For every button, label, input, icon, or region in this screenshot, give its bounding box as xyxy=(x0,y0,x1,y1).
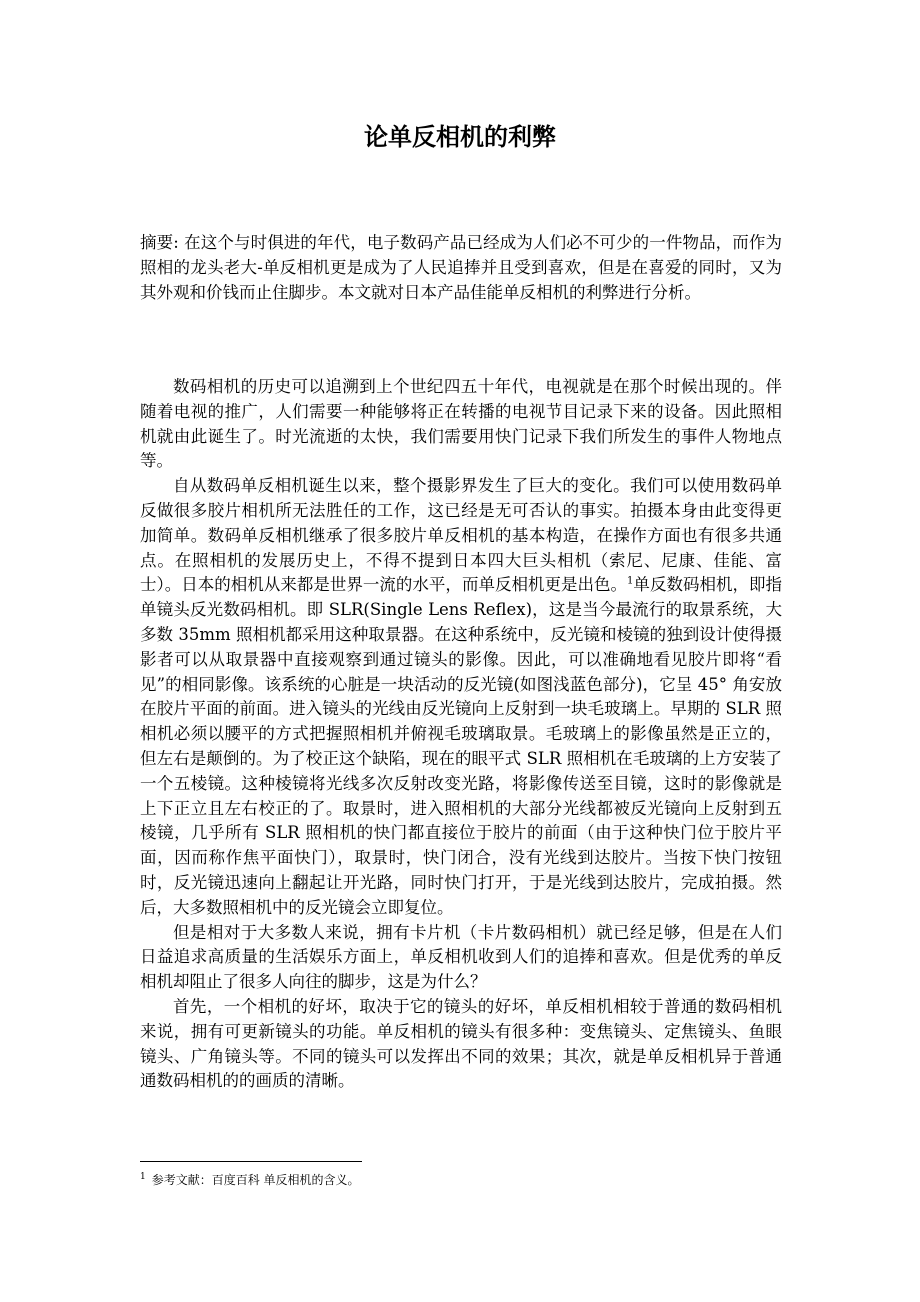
body-paragraph-3: 但是相对于大多数人来说，拥有卡片机（卡片数码相机）就已经足够，但是在人们日益追求高质量的生活娱乐方面上，单反相机收到人们的追捧和喜欢。但是优秀的单反相机却阻止了很多人向往的脚步，这是为什么？ xyxy=(140,922,782,992)
footnote-separator xyxy=(140,1161,362,1162)
abstract-text: : 在这个与时俱进的年代，电子数码产品已经成为人们必不可少的一件物品，而作为照相的龙头老大-单反相机更是成为了人民追捧并且受到喜欢，但是在喜爱的同时，又为其外观和价钱而止住脚步。本文就对日本产品佳能单反相机的利弊进行分析。 xyxy=(140,233,783,302)
abstract-paragraph xyxy=(140,231,782,305)
body-paragraph-2 xyxy=(140,474,782,920)
body-text xyxy=(140,375,782,1094)
footnote-mark: 1 xyxy=(140,1172,146,1182)
body-paragraph-4: 首先，一个相机的好坏，取决于它的镜头的好坏，单反相机相较于普通的数码相机来说，拥有可更新镜头的功能。单反相机的镜头有很多种：变焦镜头、定焦镜头、鱼眼镜头、广角镜头等。不同的镜头可以发挥出不同的效果；其次，就是单反相机异于普通通数码相机的的画质的清晰。 xyxy=(140,996,782,1091)
footnote-reference[interactable]: 1 xyxy=(627,575,634,587)
footnote-text: 参考文献：百度百科 单反相机的含义。 xyxy=(151,1173,360,1187)
body-paragraph-1: 数码相机的历史可以追溯到上个世纪四五十年代，电视就是在那个时候出现的。伴随着电视的推广，人们需要一种能够将正在转播的电视节目记录下来的设备。因此照相机就由此诞生了。时光流逝的太快，我们需要用快门记录下我们所发生的事件人物地点等。 xyxy=(140,377,782,471)
body-paragraph-2-rest: 单反数码相机，即指单镜头反光数码相机。即 SLR(Single Lens Reflex)，这是当今最流行的取景系统，大多数 35mm 照相机都采用这种取景器。在这种系统中，反光镜和棱镜的独到设计使得摄影者可以从取景器中直接观察到通过镜头的影像。因此，可以准确地看见胶片即将“看见”的相同影像。该系统的心脏是一块活动的反光镜(如图浅蓝色部分)，它呈 45° 角安放在胶片平面的前面。进入镜头的光线由反光镜向上反射到一块毛玻璃上。早期的 SLR 照相机必须以腰平的方式把握照相机并俯视毛玻璃取景。毛玻璃上的影像虽然是正立的，但左右是颠倒的。为了校正这个缺陷，现在的眼平式 SLR 照相机在毛玻璃的上方安装了一个五棱镜。这种棱镜将光线多次反射改变光路，将影像传送至目镜，这时的影像就是上下正立且左右校正的了。取景时，进入照相机的大部分光线都被反光镜向上反射到五棱镜，几乎所有 SLR 照相机的快门都直接位于胶片的前面（由于这种快门位于胶片平面，因而称作焦平面快门），取景时，快门闭合，没有光线到达胶片。当按下快门按钮时，反光镜迅速向上翻起让开光路，同时快门打开，于是光线到达胶片，完成拍摄。然后，大多数照相机中的反光镜会立即复位。 xyxy=(140,575,783,917)
abstract-label: 摘要 xyxy=(140,233,174,252)
footnote xyxy=(140,1171,782,1189)
document-title: 论单反相机的利弊 xyxy=(364,122,556,151)
body-paragraph-2-intro: 自从数码单反相机诞生以来，整个摄影界发生了巨大的变化。我们可以使用数码单反做很多胶片相机所无法胜任的工作，这已经是无可否认的事实。拍摄本身由此变得更加简单。数码单反相机继承了很多胶片单反相机的基本构造，在操作方面也有很多共通点。在照相机的发展历史上，不得不提到日本四大巨头相机（索尼、尼康、佳能、富士）。日本的相机从来都是世界一流的水平，而单反相机更是出色。 xyxy=(140,476,782,595)
